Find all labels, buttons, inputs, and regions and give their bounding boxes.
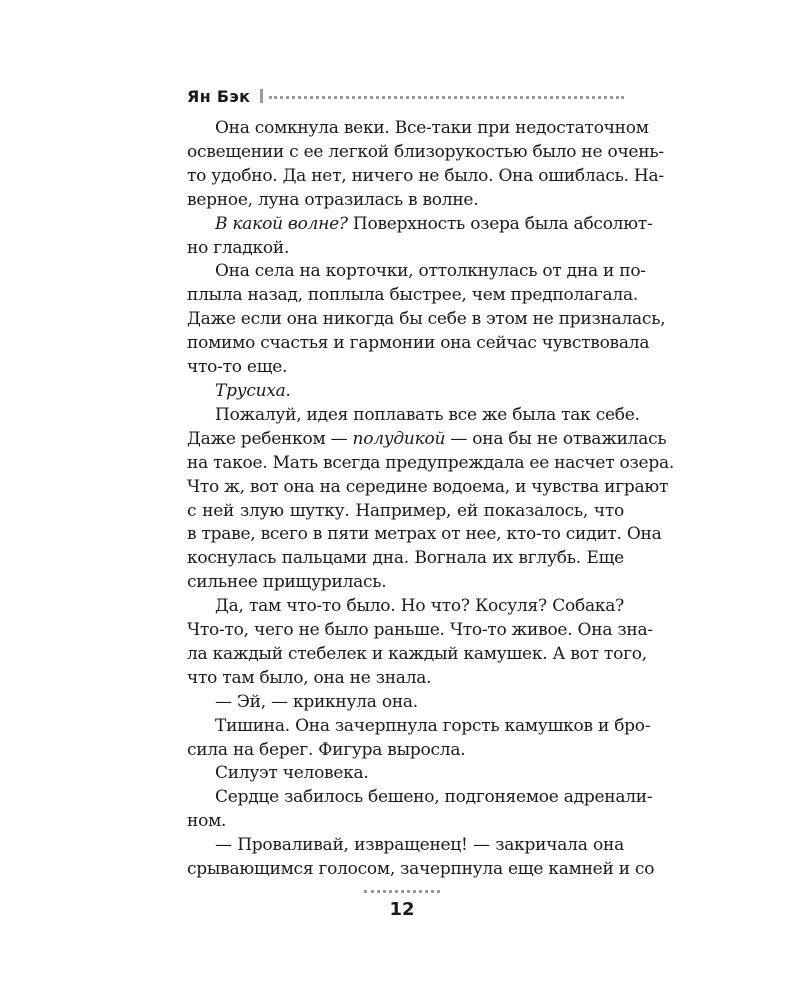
text-line: помимо счастья и гармонии она сейчас чувствовала xyxy=(187,333,650,354)
text-line: сила на берег. Фигура выросла. xyxy=(187,739,466,760)
italic-phrase: полудикой xyxy=(352,428,446,449)
text-line: что там было, она не знала. xyxy=(187,667,432,688)
text-line: верное, луна отразилась в волне. xyxy=(187,189,479,210)
text-line: ла каждый стебелек и каждый камушек. А вот того, xyxy=(187,643,647,664)
folio xyxy=(360,890,444,920)
body-text xyxy=(187,117,675,882)
text-line: в траве, всего в пяти метрах от нее, кто-то сидит. Она xyxy=(187,524,662,545)
text-line xyxy=(187,380,624,404)
text-line: ном. xyxy=(187,811,227,832)
text-line: Что-то, чего не было раньше. Что-то живое. Она зна- xyxy=(187,620,653,641)
text-line: Да, там что-то было. Но что? Косуля? Собака? xyxy=(215,596,624,617)
text-line: Сердце забилось бешено, подгоняемое адренали- xyxy=(215,787,653,808)
text-line: Она села на корточки, оттолкнулась от дна и по- xyxy=(215,261,646,282)
text-line: то удобно. Да нет, ничего не было. Она ошиблась. На- xyxy=(187,165,664,186)
text-fragment: . xyxy=(285,380,291,401)
italic-phrase: В какой волне? xyxy=(215,213,348,234)
text-line: Силуэт человека. xyxy=(215,763,369,784)
running-head-dotted-rule xyxy=(269,96,624,99)
text-line: срывающимся голосом, зачерпнула еще камней и со xyxy=(187,859,655,880)
text-line: на такое. Мать всегда предупреждала ее насчет озера. xyxy=(187,452,675,473)
text-line: Даже если она никогда бы себе в этом не призналась, xyxy=(187,309,666,330)
running-head-bar xyxy=(260,89,263,103)
italic-phrase: Трусиха xyxy=(215,380,286,401)
text-line: Она сомкнула веки. Все-таки при недостаточном xyxy=(215,118,649,138)
text-line: что-то еще. xyxy=(187,357,288,378)
text-line: освещении с ее легкой близорукостью было не очень- xyxy=(187,141,664,162)
text-line: но гладкой. xyxy=(187,237,290,258)
page-number: 12 xyxy=(389,899,415,920)
running-head xyxy=(187,83,624,109)
text-line: Пожалуй, идея поплавать все же была так себе. xyxy=(215,404,640,425)
running-head-author: Ян Бэк xyxy=(187,86,251,106)
text-line: сильнее прищурилась. xyxy=(187,572,387,593)
text-line: Тишина. Она зачерпнула горсть камушков и бро- xyxy=(215,715,651,736)
folio-dotted-rule xyxy=(364,890,440,893)
text-line xyxy=(187,428,667,452)
text-line: с ней злую шутку. Например, ей показалось, что xyxy=(187,500,624,521)
text-line: — Проваливай, извращенец! — закричала она xyxy=(215,835,624,856)
text-line xyxy=(187,213,653,237)
text-fragment: Поверхность озера была абсолют- xyxy=(347,213,653,234)
text-line: — Эй, — крикнула она. xyxy=(215,691,418,712)
text-fragment: Даже ребенком — xyxy=(187,428,353,449)
text-fragment: — она бы не отважилась xyxy=(445,428,667,449)
text-line: Что ж, вот она на середине водоема, и чувства играют xyxy=(187,476,669,497)
text-line: плыла назад, поплыла быстрее, чем предполагала. xyxy=(187,285,639,306)
text-line: коснулась пальцами дна. Вогнала их вглубь. Еще xyxy=(187,548,624,569)
